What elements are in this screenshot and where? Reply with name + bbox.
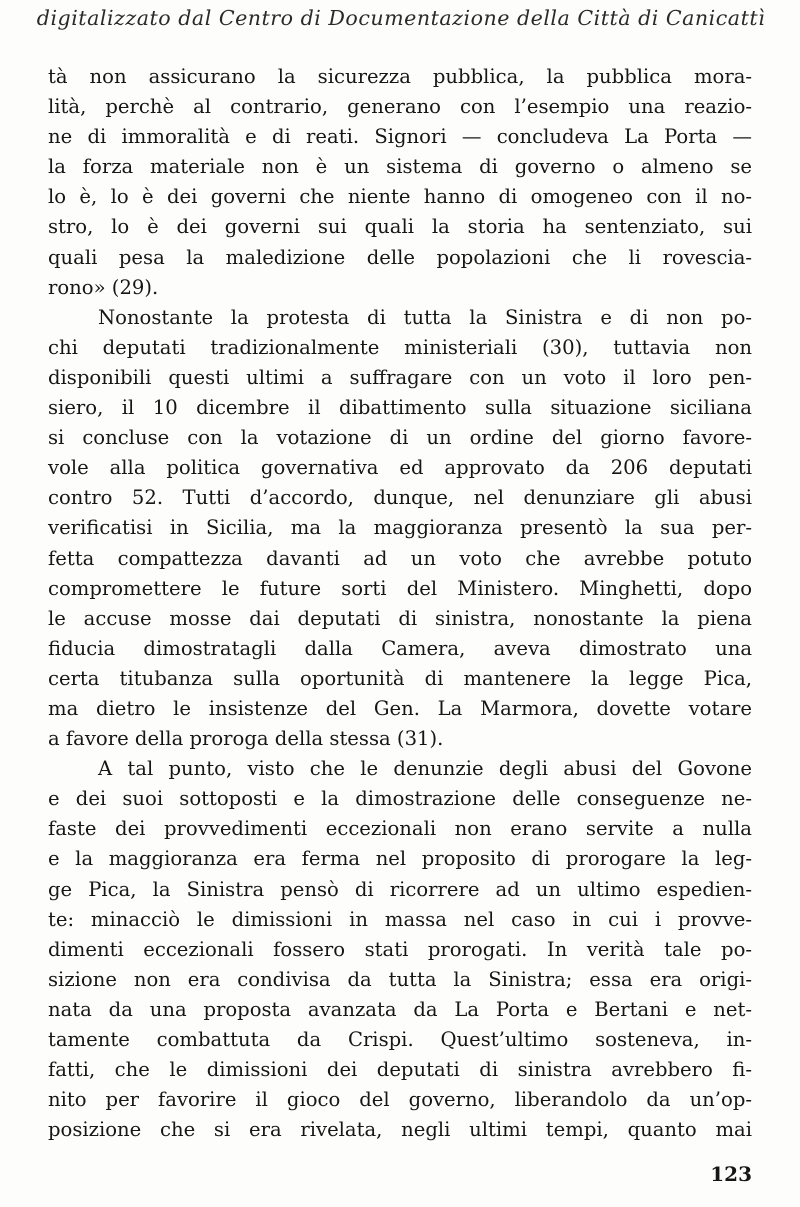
text-line: ma dietro le insistenze del Gen. La Marmora, dovette votare	[48, 696, 752, 720]
text-line: fetta compattezza davanti ad un voto che avrebbe potuto	[48, 546, 752, 570]
text-line: e dei suoi sottoposti e la dimostrazione delle conseguenze ne-	[48, 787, 752, 811]
text-line: faste dei provvedimenti eccezionali non erano servite a nulla	[48, 817, 752, 841]
text-line: ge Pica, la Sinistra pensò di ricorrere ad un ultimo espedien-	[48, 877, 752, 901]
page-number: 123	[710, 1162, 752, 1186]
text-line: siero, il 10 dicembre il dibattimento sulla situazione siciliana	[48, 396, 752, 420]
text-line: fatti, che le dimissioni dei deputati di sinistra avrebbero fi-	[48, 1058, 752, 1082]
text-line: nata da una proposta avanzata da La Porta e Bertani e net-	[48, 997, 752, 1021]
text-line: vole alla politica governativa ed approvato da 206 deputati	[48, 456, 752, 480]
text-line: sizione non era condivisa da tutta la Sinistra; essa era origi-	[48, 967, 752, 991]
text-line: tà non assicurano la sicurezza pubblica, la pubblica mora-	[48, 65, 752, 88]
text-line: te: minacciò le dimissioni in massa nel caso in cui i provve-	[48, 907, 752, 931]
text-line: la forza materiale non è un sistema di governo o almeno se	[48, 155, 752, 179]
text-line: le accuse mosse dai deputati di sinistra, nonostante la piena	[48, 606, 752, 630]
text-line: disponibili questi ultimi a suffragare con un voto il loro pen-	[48, 365, 752, 389]
text-line: lo è, lo è dei governi che niente hanno di omogeneo con il no-	[48, 185, 752, 209]
text-line: Nonostante la protesta di tutta la Sinistra e di non po-	[98, 305, 752, 329]
text-line: nito per favorire il gioco del governo, liberandolo da un’op-	[48, 1088, 752, 1112]
text-line: stro, lo è dei governi sui quali la storia ha sentenziato, sui	[48, 215, 752, 239]
text-line: compromettere le future sorti del Ministero. Minghetti, dopo	[48, 576, 752, 600]
text-line: e la maggioranza era ferma nel proposito di prorogare la leg-	[48, 847, 752, 871]
text-line: tamente combattuta da Crispi. Quest’ultimo sosteneva, in-	[48, 1028, 752, 1051]
body-text	[48, 62, 752, 1145]
text-line: dimenti eccezionali fossero stati prorogati. In verità tale po-	[48, 937, 752, 961]
digitization-watermark: digitalizzato dal Centro di Documentazione della Città di Canicattì	[36, 6, 766, 30]
text-line: posizione che si era rivelata, negli ultimi tempi, quanto mai	[48, 1118, 752, 1142]
text-line: quali pesa la maledizione delle popolazioni che li rovescia-	[48, 245, 752, 269]
text-line: contro 52. Tutti d’accordo, dunque, nel denunziare gli abusi	[48, 486, 752, 510]
text-line: fiducia dimostratagli dalla Camera, aveva dimostrato una	[48, 636, 752, 660]
text-line: lità, perchè al contrario, generano con l’esempio una reazio-	[48, 95, 752, 119]
text-line: verificatisi in Sicilia, ma la maggioranza presentò la sua per-	[48, 516, 752, 540]
text-line: chi deputati tradizionalmente ministeriali (30), tuttavia non	[48, 335, 752, 359]
text-line: a favore della proroga della stessa (31).	[48, 727, 444, 751]
text-line: rono» (29).	[48, 275, 159, 299]
text-line: si concluse con la votazione di un ordine del giorno favore-	[48, 426, 752, 450]
text-line: certa titubanza sulla oportunità di mantenere la legge Pica,	[48, 666, 752, 690]
text-line: ne di immoralità e di reati. Signori — concludeva La Porta —	[48, 125, 752, 149]
text-line: A tal punto, visto che le denunzie degli abusi del Govone	[98, 757, 752, 781]
